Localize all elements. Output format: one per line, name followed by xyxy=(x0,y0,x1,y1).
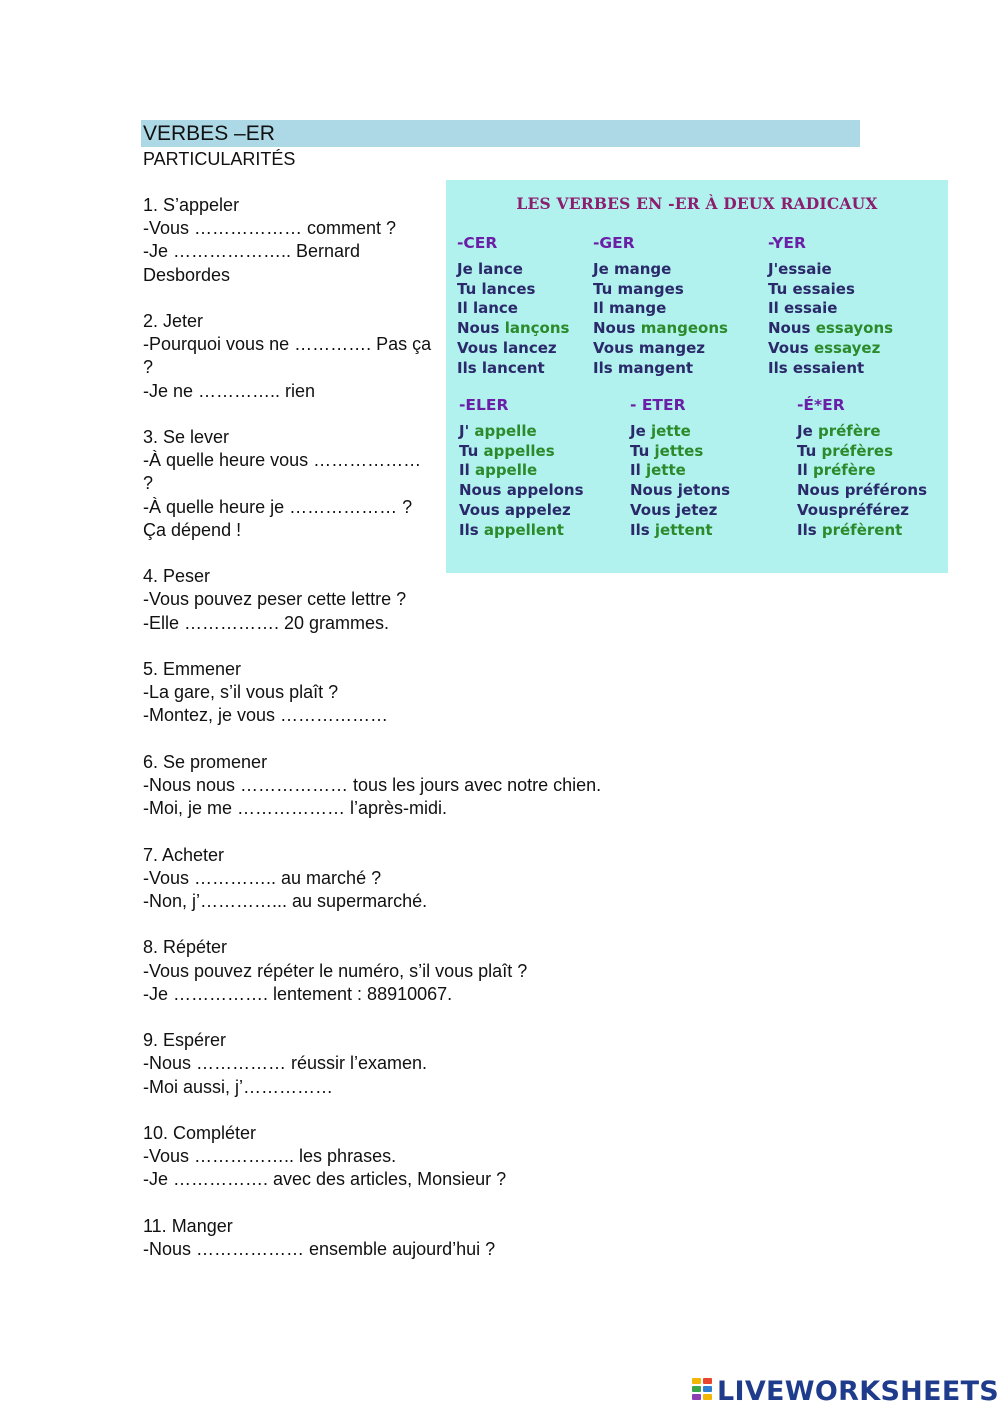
conjugation-verb-form: jette xyxy=(645,461,686,480)
conjugation-pronoun: J' xyxy=(459,421,475,440)
conjugation-pronoun: Nous xyxy=(768,319,816,338)
conjugation-row xyxy=(593,359,728,379)
conjugation-row xyxy=(593,319,728,339)
conjugation-group-heading: - ETER xyxy=(630,396,686,414)
conjugation-row xyxy=(459,481,584,501)
conjugation-row xyxy=(593,260,728,280)
exercise-title: 4. Peser xyxy=(143,566,211,587)
conjugation-pronoun: Il xyxy=(459,461,475,480)
liveworksheets-logo xyxy=(692,1376,999,1406)
conjugation-verb-form: jette xyxy=(650,421,691,440)
conjugation-verb-form: appelle xyxy=(474,421,537,440)
exercise-item xyxy=(143,1122,703,1192)
conjugation-row xyxy=(797,461,927,481)
conjugation-group xyxy=(457,234,569,379)
conjugation-pronoun: Je mange xyxy=(593,259,672,278)
conjugation-row xyxy=(457,299,569,319)
exercise-title: 1. S’appeler xyxy=(143,195,240,215)
conjugation-row xyxy=(459,461,584,481)
exercise-item xyxy=(143,1215,703,1261)
conjugation-row xyxy=(797,481,927,501)
conjugation-row xyxy=(768,260,893,280)
conjugation-pronoun: Nous appelons xyxy=(459,481,584,500)
exercise-line: -Je ……………….. Bernard Desbordes xyxy=(143,241,366,285)
conjugation-pronoun: Il xyxy=(630,461,646,480)
conjugation-row xyxy=(457,280,569,300)
conjugation-verb-form: jettent xyxy=(654,520,713,539)
conjugation-row xyxy=(630,442,730,462)
conjugation-row xyxy=(797,442,927,462)
exercise-line: -Nous nous ……………… tous les jours avec notre chien. xyxy=(143,775,602,795)
exercise-title: 11. Manger xyxy=(143,1215,233,1236)
conjugation-pronoun: Nous jetons xyxy=(630,481,731,500)
conjugation-pronoun: Tu essaies xyxy=(768,279,855,298)
exercise-line: -Vous …………….. les phrases. xyxy=(143,1146,397,1167)
page-subtitle: PARTICULARITÉS xyxy=(143,149,296,169)
exercise-line: -Vous pouvez répéter le numéro, s’il vous plaît ? xyxy=(143,960,528,981)
exercise-title: 7. Acheter xyxy=(143,844,225,865)
exercise-line: -Moi aussi, j’…………… xyxy=(143,1076,334,1097)
conjugation-row xyxy=(630,422,730,442)
conjugation-pronoun: Vouspréférez xyxy=(797,500,910,519)
conjugation-row xyxy=(457,359,569,379)
conjugation-pronoun: Il xyxy=(797,461,813,480)
conjugation-pronoun: Tu xyxy=(459,441,484,460)
exercise-line: -Je ……………. lentement : 88910067. xyxy=(143,983,453,1004)
liveworksheets-logo-icon xyxy=(692,1378,714,1404)
conjugation-pronoun: Nous xyxy=(457,319,505,338)
exercise-title: 10. Compléter xyxy=(143,1122,257,1143)
exercise-item xyxy=(143,751,703,821)
exercise-line: -Nous ……………… ensemble aujourd’hui ? xyxy=(143,1238,496,1259)
conjugation-row xyxy=(630,461,730,481)
conjugation-verb-form: appelles xyxy=(483,441,555,460)
exercise-line: -Non, j’…………... au supermarché. xyxy=(143,891,428,911)
conjugation-pronoun: Ils xyxy=(797,520,822,539)
conjugation-group-heading: -CER xyxy=(457,234,498,252)
exercise-item xyxy=(143,310,437,403)
exercise-line: -Vous pouvez peser cette lettre ? xyxy=(143,589,407,610)
conjugation-row xyxy=(457,319,569,339)
conjugation-verb-form: préfère xyxy=(817,421,881,440)
exercise-line: -Moi, je me ……………… l’après-midi. xyxy=(143,798,448,819)
conjugation-pronoun: Vous lancez xyxy=(457,338,557,357)
conjugation-verb-form: appelle xyxy=(474,461,538,480)
conjugation-pronoun: Il mange xyxy=(593,299,667,318)
exercise-line: -Vous ……………… comment ? xyxy=(143,218,397,239)
conjugation-group-heading: -ELER xyxy=(459,396,509,414)
conjugation-row xyxy=(797,521,927,541)
exercise-title: 8. Répéter xyxy=(143,937,228,958)
conjugation-row xyxy=(768,339,893,359)
conjugation-group xyxy=(593,234,728,379)
conjugation-pronoun: Vous jetez xyxy=(630,500,718,519)
conjugation-row xyxy=(459,422,584,442)
conjugation-pronoun: Je xyxy=(630,421,651,440)
conjugation-pronoun: J'essaie xyxy=(768,259,832,278)
exercise-item xyxy=(143,426,433,542)
conjugation-pronoun: Ils xyxy=(630,520,655,539)
exercise-line: -Pourquoi vous ne …………. Pas ça ? xyxy=(143,334,437,378)
conjugation-pronoun: Vous xyxy=(768,338,814,357)
conjugation-row xyxy=(593,299,728,319)
conjugation-row xyxy=(630,521,730,541)
page-title: VERBES –ER xyxy=(143,122,275,145)
conjugation-pronoun: Ils xyxy=(459,520,484,539)
conjugation-pronoun: Je lance xyxy=(457,259,523,278)
conjugation-verb-form: lançons xyxy=(504,319,570,338)
conjugation-pronoun: Tu xyxy=(630,441,655,460)
conjugation-verb-form: jettes xyxy=(654,441,704,460)
exercise-line: -La gare, s’il vous plaît ? xyxy=(143,682,339,703)
conjugation-row xyxy=(768,299,893,319)
conjugation-row xyxy=(630,481,730,501)
exercise-line: -Elle ……………. 20 grammes. xyxy=(143,612,390,633)
liveworksheets-logo-text: LIVEWORKSHEETS xyxy=(717,1375,1000,1407)
conjugation-group xyxy=(459,396,584,541)
exercise-title: 5. Emmener xyxy=(143,659,242,679)
conjugation-group-heading: -YER xyxy=(768,234,806,252)
exercise-item xyxy=(143,194,433,287)
conjugation-row xyxy=(630,501,730,521)
exercise-title: 3. Se lever xyxy=(143,427,230,447)
exercise-line: -Nous …………… réussir l’examen. xyxy=(143,1053,428,1074)
conjugation-verb-form: mangeons xyxy=(640,319,728,338)
conjugation-row xyxy=(797,501,927,521)
conjugation-group xyxy=(797,396,927,541)
exercise-title: 9. Espérer xyxy=(143,1030,227,1051)
exercise-title: 2. Jeter xyxy=(143,311,204,331)
conjugation-group xyxy=(630,396,730,541)
exercise-item xyxy=(143,1029,703,1099)
exercise-item xyxy=(143,936,703,1006)
conjugation-row xyxy=(459,501,584,521)
conjugation-row xyxy=(459,521,584,541)
conjugation-verb-form: appellent xyxy=(483,520,564,539)
conjugation-row xyxy=(768,319,893,339)
conjugation-pronoun: Il essaie xyxy=(768,299,838,318)
conjugation-row xyxy=(593,280,728,300)
conjugation-pronoun: Vous appelez xyxy=(459,500,571,519)
conjugation-table xyxy=(446,180,948,573)
conjugation-row xyxy=(797,422,927,442)
conjugation-verb-form: préfèrent xyxy=(821,520,903,539)
exercise-line: -Vous ………….. au marché ? xyxy=(143,867,382,888)
conjugation-group-heading: -GER xyxy=(593,234,635,252)
conjugation-pronoun: Tu xyxy=(797,441,822,460)
conjugation-verb-form: essayez xyxy=(813,338,881,357)
exercise-line: -Je ne ………….. rien xyxy=(143,380,316,401)
exercise-item xyxy=(143,565,703,635)
conjugation-row xyxy=(457,260,569,280)
conjugation-pronoun: Vous mangez xyxy=(593,338,705,357)
conjugation-row xyxy=(459,442,584,462)
conjugation-row xyxy=(593,339,728,359)
conjugation-verb-form: préfères xyxy=(821,441,894,460)
conjugation-verb-form: préfère xyxy=(812,461,876,480)
conjugation-table-title: LES VERBES EN -ER À DEUX RADICAUX xyxy=(516,194,878,213)
conjugation-pronoun: Ils essaient xyxy=(768,358,865,377)
conjugation-pronoun: Tu manges xyxy=(593,279,684,298)
exercise-item xyxy=(143,844,703,914)
conjugation-pronoun: Nous préférons xyxy=(797,481,928,500)
exercise-title: 6. Se promener xyxy=(143,751,268,772)
exercise-item xyxy=(143,658,703,728)
conjugation-pronoun: Nous xyxy=(593,319,641,338)
conjugation-pronoun: Je xyxy=(797,421,818,440)
conjugation-verb-form: essayons xyxy=(815,319,894,338)
conjugation-row xyxy=(768,359,893,379)
conjugation-pronoun: Il lance xyxy=(457,299,518,318)
exercise-line: -Je ……………. avec des articles, Monsieur ? xyxy=(143,1169,507,1190)
conjugation-row xyxy=(768,280,893,300)
conjugation-pronoun: Ils lancent xyxy=(457,358,545,377)
conjugation-group-heading: -É*ER xyxy=(797,396,845,414)
conjugation-pronoun: Ils mangent xyxy=(593,358,694,377)
exercise-line: -À quelle heure vous ……………… ? xyxy=(143,450,427,494)
exercise-line: -À quelle heure je ……………… ? Ça dépend ! xyxy=(143,496,418,540)
conjugation-group xyxy=(768,234,893,379)
exercise-line: -Montez, je vous ……………… xyxy=(143,705,389,726)
conjugation-pronoun: Tu lances xyxy=(457,279,536,298)
conjugation-row xyxy=(457,339,569,359)
